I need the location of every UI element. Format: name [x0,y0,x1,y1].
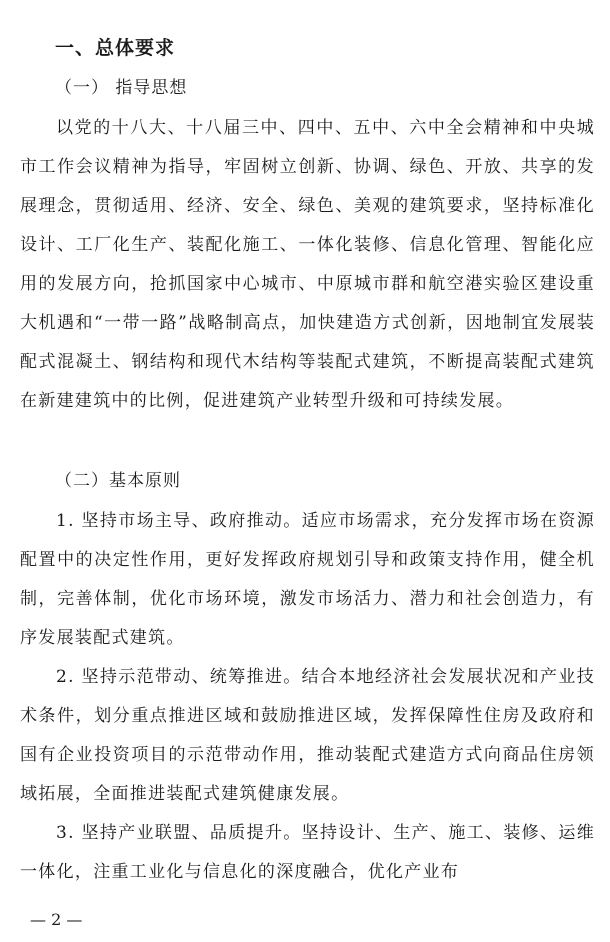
guiding-thought-paragraph: 以党的十八大、十八届三中、四中、五中、六中全会精神和中央城市工作会议精神为指导，牢固树立创新、协调、绿色、开放、共享的发展理念，贯彻适用、经济、安全、绿色、美观的建筑要求，坚持标准化设计、工厂化生产、装配化施工、一体化装修、信息化管理、智能化应用的发展方向，抢抓国家中心城市、中原城市群和航空港实验区建设重大机遇和“一带一路”战略制高点，加快建造方式创新，因地制宜发展装配式混凝土、钢结构和现代木结构等装配式建筑，不断提高装配式建筑在新建建筑中的比例，促进建筑产业转型升级和可持续发展。 [20,118,595,411]
principle-item-2: 2. 坚持示范带动、统筹推进。结合本地经济社会发展状况和产业技术条件，划分重点推进区域和鼓励推进区域，发挥保障性住房及政府和国有企业投资项目的示范带动作用，推动装配式建造方式向商品住房领域拓展，全面推进装配式建筑健康发展。 [20,667,595,804]
guiding-thought-heading: （一） 指导思想 [55,78,188,98]
page-number: — 2 — [30,910,83,929]
section-heading: 一、总体要求 [55,37,176,59]
basic-principles-heading: （二）基本原则 [55,471,181,491]
principle-item-3: 3. 坚持产业联盟、品质提升。坚持设计、生产、施工、装修、运维一体化，注重工业化与信息化的深度融合，优化产业布 [20,823,595,882]
principle-item-1: 1. 坚持市场主导、政府推动。适应市场需求，充分发挥市场在资源配置中的决定性作用，更好发挥政府规划引导和政策支持作用，健全机制，完善体制，优化市场环境，激发市场活力、潜力和社会创造力，有序发展装配式建筑。 [20,511,595,648]
